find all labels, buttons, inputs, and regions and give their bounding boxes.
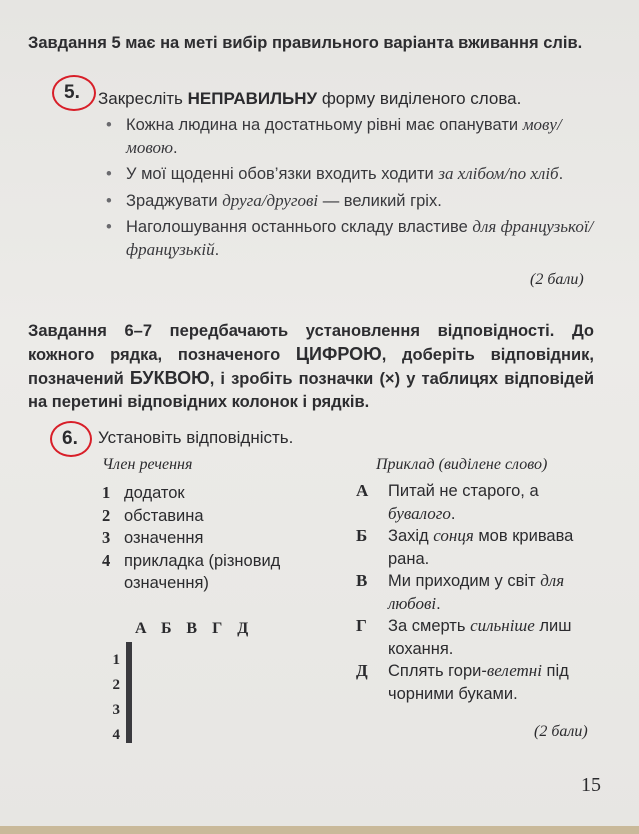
example-letter: Д (356, 661, 368, 680)
task6-score: (2 бали) (534, 723, 588, 740)
example-word: для любові (388, 571, 565, 613)
example-post: лиш кохання. (388, 617, 572, 658)
example-post: . (436, 594, 441, 613)
intro2-p3: , і зробіть позначки (×) у таблицях відповідей на перетині відповідних колонок і рядків. (28, 370, 594, 411)
member-row (102, 505, 332, 528)
example-row (356, 615, 604, 660)
example-letter: В (356, 571, 368, 590)
member-text: означення (124, 529, 204, 547)
example-word: бувалого (388, 503, 451, 523)
item-text: Кожна людина на достатньому рівні має опанувати (126, 116, 523, 134)
member-text: додаток (124, 484, 185, 502)
sentence-members-list (102, 482, 332, 595)
example-letter: Г (356, 616, 367, 635)
intro2-letter-word: БУКВОЮ (129, 368, 210, 388)
member-row (102, 527, 332, 550)
task5-item (104, 163, 594, 186)
member-text: обставина (124, 506, 204, 525)
member-number: 3 (102, 528, 111, 547)
example-row (356, 525, 604, 570)
desk-edge (0, 826, 639, 834)
grid-col-label: А (134, 620, 147, 637)
item-text: Зраджувати (126, 191, 223, 210)
task5-item (104, 114, 594, 159)
task5-intro: Завдання 5 має на меті вибір правильного варіанта вживання слів. (28, 34, 583, 52)
grid-row-label: 1 (112, 652, 120, 668)
item-after: . (173, 138, 178, 157)
grid-cell[interactable] (131, 668, 132, 693)
grid-cell[interactable] (131, 643, 132, 668)
task5-score: (2 бали) (530, 271, 584, 288)
member-row (102, 550, 332, 595)
grid-row-label: 4 (112, 727, 120, 743)
item-text: У мої щоденні обов’язки входить ходити (126, 165, 439, 183)
member-number: 1 (102, 483, 111, 502)
item-word: друга/другові (222, 190, 319, 210)
right-column-header: Приклад (виділене слово) (376, 456, 548, 473)
grid-col-label: В (186, 620, 198, 637)
page-number: 15 (581, 774, 601, 796)
example-pre: За смерть (388, 617, 471, 635)
member-text: прикладка (різновид означення) (124, 551, 281, 592)
grid-col-label: Г (212, 620, 223, 637)
example-pre: Захід (388, 527, 434, 545)
examples-list (356, 480, 604, 705)
grid-row-numbers (104, 648, 120, 748)
example-pre: Питай не старого, а (388, 482, 539, 500)
answer-grid-table (126, 642, 132, 743)
task5-item (104, 190, 594, 213)
task5-item (104, 216, 594, 261)
item-word: для французької/французькій (126, 217, 594, 259)
task67-intro (28, 320, 594, 414)
grid-col-label: Д (237, 620, 249, 637)
grid-row-label: 3 (112, 702, 120, 718)
task5-prompt-pre: Закресліть (98, 89, 188, 108)
grid-col-label: Б (160, 620, 172, 637)
example-post: . (450, 504, 456, 523)
example-row (356, 480, 604, 525)
task5-prompt-post: форму виділеного слова. (317, 89, 522, 108)
example-row (356, 660, 604, 705)
task5-prompt-bold: НЕПРАВИЛЬНУ (187, 89, 318, 108)
item-after: — великий гріх. (318, 191, 442, 210)
grid-cell[interactable] (131, 718, 132, 743)
intro2-digit-word: ЦИФРОЮ (295, 344, 382, 364)
item-after: . (558, 165, 564, 183)
example-word: сильніше (470, 616, 535, 635)
intro2-p1: Завдання 6–7 передбачають установлення відповідності. До кожного рядка, позначеного (28, 322, 594, 364)
member-number: 2 (102, 505, 111, 525)
left-column-header: Член речення (102, 456, 193, 473)
example-letter: А (356, 481, 369, 500)
example-post: мов кривава рана. (388, 527, 574, 568)
grid-cell[interactable] (131, 693, 132, 718)
task6-number: 6. (62, 428, 78, 449)
item-word: за хлібом/по хліб (438, 164, 559, 183)
task5-number: 5. (64, 82, 80, 103)
task5-items (104, 114, 594, 265)
member-row (102, 482, 332, 505)
grid-column-letters (128, 620, 256, 638)
example-letter: Б (356, 526, 368, 545)
example-pre: Ми приходим у світ (388, 572, 541, 590)
item-text: Наголошування останнього складу властиве (126, 218, 473, 236)
item-word: мову/мовою (126, 115, 562, 157)
task6-prompt: Установіть відповідність. (98, 428, 294, 447)
intro2-p2: , доберіть відповідник, позначений (28, 346, 594, 388)
task5-prompt (98, 89, 521, 109)
grid-row-label: 2 (112, 677, 120, 693)
example-row (356, 570, 604, 615)
example-word: сонця (433, 526, 474, 545)
example-pre: Сплять гори- (388, 662, 487, 680)
example-word: велетні (486, 661, 542, 680)
member-number: 4 (102, 550, 111, 570)
item-after: . (214, 240, 220, 259)
example-post: під чорними буками. (388, 662, 569, 703)
